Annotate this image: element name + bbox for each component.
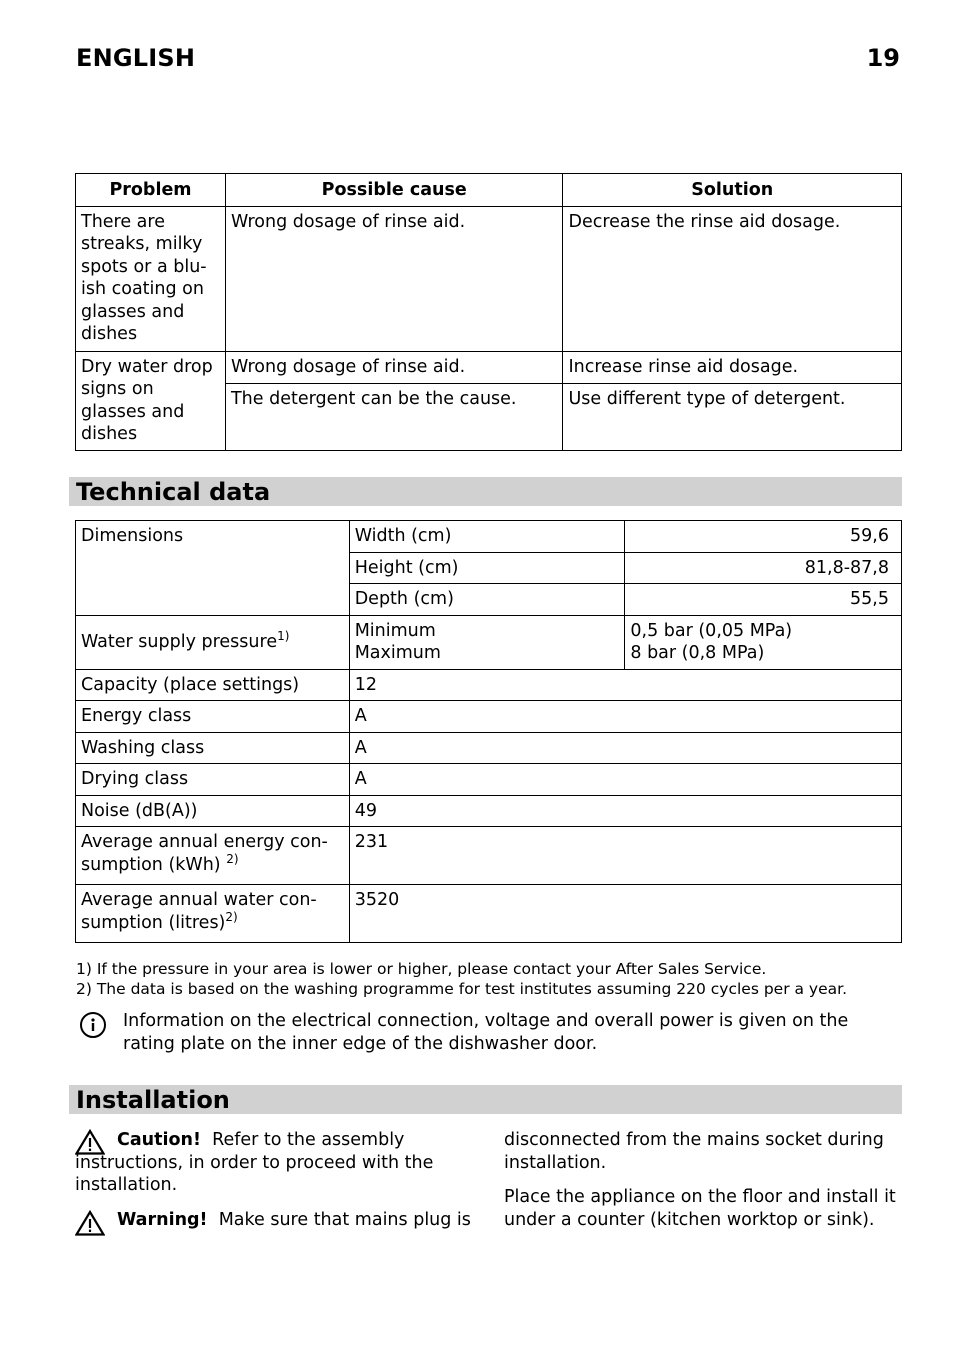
problem-cell — [76, 351, 226, 450]
warning-label: Warning! — [117, 1209, 208, 1230]
table-row — [76, 732, 902, 764]
footnote-mark: 2) — [225, 909, 238, 924]
water-consumption-value: 3520 — [349, 885, 901, 943]
energy-label-line: Average annual energy con- — [81, 832, 328, 852]
problem-text: Dry water drop signs on glasses and dishes — [81, 356, 213, 444]
column-header-cause: Possible cause — [225, 174, 562, 207]
solution-cell: Decrease the rinse aid dosage. — [563, 206, 902, 351]
warning-text-block — [75, 1209, 475, 1232]
energy-label-line: sumption (kWh) — [81, 854, 221, 875]
page-number: 19 — [866, 44, 900, 72]
installation-left-column — [75, 1129, 475, 1231]
minimum-label: Minimum — [354, 620, 436, 641]
technical-data-table — [75, 520, 902, 943]
caution-block — [75, 1129, 475, 1197]
info-icon — [80, 1012, 106, 1038]
spec-value: A — [349, 732, 901, 764]
caution-text: Refer to the assembly instructions, in order to proceed with the installation. — [75, 1130, 434, 1195]
table-row — [76, 206, 902, 351]
table-header-row — [76, 174, 902, 207]
dimension-name: Height (cm) — [349, 552, 625, 584]
problem-cell — [76, 206, 226, 351]
spec-value: A — [349, 701, 901, 733]
troubleshooting-table — [75, 173, 902, 451]
warning-block — [75, 1209, 475, 1232]
spec-name: Noise (dB(A)) — [76, 795, 350, 827]
installation-paragraph: Place the appliance on the floor and install it under a counter (kitchen worktop or sink). — [504, 1187, 896, 1230]
installation-section-bar — [69, 1085, 902, 1114]
table-row — [76, 701, 902, 733]
caution-label: Caution! — [117, 1130, 201, 1150]
spec-value: 49 — [349, 795, 901, 827]
water-label-line: sumption (litres) — [81, 912, 226, 933]
spec-name: Washing class — [76, 732, 350, 764]
solution-cell: Increase rinse aid dosage. — [563, 351, 902, 383]
dimension-value: 81,8-87,8 — [625, 552, 902, 584]
water-label-line: Average annual water con- — [81, 890, 317, 910]
cause-cell: Wrong dosage of rinse aid. — [225, 351, 562, 383]
language-heading: ENGLISH — [76, 44, 196, 72]
water-supply-text: Water supply pressure — [81, 631, 278, 652]
footnote-1: 1) If the pressure in your area is lower or higher, please contact your After Sales Service. — [76, 960, 767, 978]
spec-name: Capacity (place settings) — [76, 669, 350, 701]
table-row — [76, 669, 902, 701]
technical-data-section-bar — [69, 477, 902, 506]
column-header-problem: Problem — [76, 174, 226, 207]
installation-right-column — [504, 1129, 904, 1231]
maximum-value: 8 bar (0,8 MPa) — [630, 643, 765, 663]
spec-value: A — [349, 764, 901, 796]
table-row — [76, 615, 902, 669]
warning-text: Make sure that mains plug is — [218, 1209, 471, 1230]
table-row — [76, 795, 902, 827]
table-row — [76, 351, 902, 383]
spec-name: Energy class — [76, 701, 350, 733]
cause-cell: Wrong dosage of rinse aid. — [225, 206, 562, 351]
table-row — [76, 764, 902, 796]
footnote-2: 2) The data is based on the washing programme for test institutes assuming 220 cycles per a year. — [76, 980, 848, 998]
water-consumption-label — [76, 885, 350, 943]
water-supply-label — [76, 615, 350, 669]
dimension-value: 59,6 — [625, 521, 902, 553]
cause-cell: The detergent can be the cause. — [225, 383, 562, 450]
technical-data-heading: Technical data — [76, 478, 271, 506]
energy-consumption-label — [76, 827, 350, 885]
installation-heading: Installation — [76, 1086, 230, 1114]
table-row — [76, 885, 902, 943]
spec-value: 12 — [349, 669, 901, 701]
warning-triangle-icon — [75, 1129, 105, 1155]
caution-text-block — [75, 1129, 475, 1197]
pressure-names — [349, 615, 625, 669]
installation-paragraph: disconnected from the mains socket during installation. — [504, 1130, 884, 1173]
maximum-label: Maximum — [354, 643, 441, 663]
minimum-value: 0,5 bar (0,05 MPa) — [630, 620, 793, 641]
table-row — [76, 521, 902, 553]
footnote-mark: 2) — [226, 851, 239, 866]
info-note: Information on the electrical connection, voltage and overall power is given on the rating plate on the inner edge of the dishwasher door. — [123, 1011, 849, 1054]
table-row — [76, 827, 902, 885]
problem-text: There are streaks, milky spots or a blu-ish coating on glasses and dishes — [81, 211, 207, 344]
spec-name: Drying class — [76, 764, 350, 796]
dimension-name: Depth (cm) — [349, 584, 625, 616]
pressure-values — [625, 615, 902, 669]
energy-consumption-value: 231 — [349, 827, 901, 885]
dimension-value: 55,5 — [625, 584, 902, 616]
dimensions-label: Dimensions — [76, 521, 350, 616]
dimension-name: Width (cm) — [349, 521, 625, 553]
column-header-solution: Solution — [563, 174, 902, 207]
warning-triangle-icon — [75, 1210, 105, 1236]
footnote-mark: 1) — [277, 628, 290, 643]
solution-cell: Use different type of detergent. — [563, 383, 902, 450]
